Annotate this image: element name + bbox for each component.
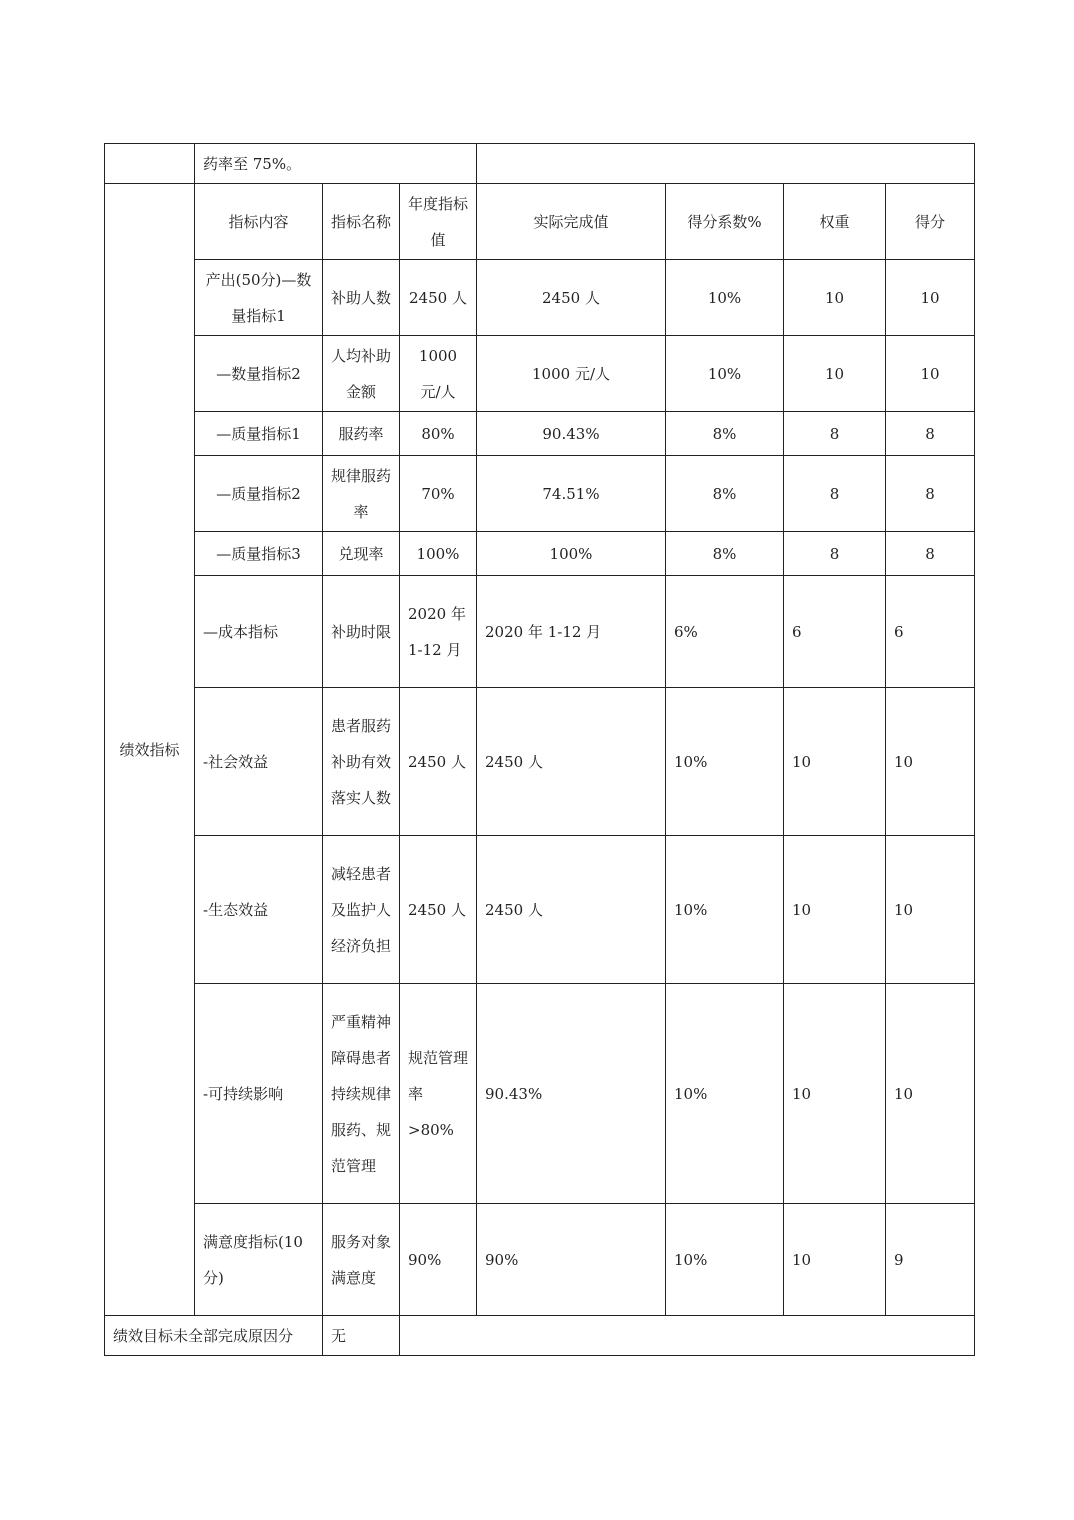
indicator-content: —数量指标2: [195, 336, 323, 412]
table-row: [105, 836, 975, 984]
table-row: [105, 688, 975, 836]
indicator-name: 减轻患者及监护人经济负担: [323, 836, 400, 984]
annual-target: 1000 元/人: [400, 336, 477, 412]
actual-value: 74.51%: [477, 456, 666, 532]
table-row: [105, 260, 975, 336]
annual-target: 2020 年 1-12 月: [400, 576, 477, 688]
table-row: [105, 576, 975, 688]
weight: 8: [784, 412, 886, 456]
indicator-name: 补助时限: [323, 576, 400, 688]
score-coefficient: 10%: [666, 688, 784, 836]
score-coefficient: 10%: [666, 336, 784, 412]
score: 10: [886, 836, 975, 984]
indicator-name: 补助人数: [323, 260, 400, 336]
indicator-name: 人均补助金额: [323, 336, 400, 412]
indicator-name: 患者服药补助有效落实人数: [323, 688, 400, 836]
score: 6: [886, 576, 975, 688]
table-row: [105, 336, 975, 412]
header-cell: 权重: [784, 184, 886, 260]
score-coefficient: 10%: [666, 984, 784, 1204]
table-row: [105, 412, 975, 456]
actual-value: 2450 人: [477, 836, 666, 984]
score-coefficient: 6%: [666, 576, 784, 688]
indicator-content: -社会效益: [195, 688, 323, 836]
weight: 10: [784, 1204, 886, 1316]
weight: 10: [784, 836, 886, 984]
score: 10: [886, 984, 975, 1204]
weight: 10: [784, 688, 886, 836]
table-row: [105, 984, 975, 1204]
actual-value: 1000 元/人: [477, 336, 666, 412]
empty-cell: [477, 144, 975, 184]
indicator-content: -生态效益: [195, 836, 323, 984]
empty-cell: [400, 1316, 975, 1356]
annual-target: 2450 人: [400, 836, 477, 984]
score-coefficient: 10%: [666, 1204, 784, 1316]
weight: 10: [784, 336, 886, 412]
indicator-content: 满意度指标(10分): [195, 1204, 323, 1316]
footer-label: 绩效目标未全部完成原因分: [105, 1316, 323, 1356]
actual-value: 100%: [477, 532, 666, 576]
indicator-name: 严重精神障碍患者持续规律服药、规范管理: [323, 984, 400, 1204]
footer-row: [105, 1316, 975, 1356]
indicator-content: —成本指标: [195, 576, 323, 688]
indicator-content: 产出(50分)—数量指标1: [195, 260, 323, 336]
indicator-content: —质量指标2: [195, 456, 323, 532]
score: 8: [886, 532, 975, 576]
actual-value: 2020 年 1-12 月: [477, 576, 666, 688]
score: 10: [886, 260, 975, 336]
table-row: [105, 144, 975, 184]
actual-value: 90.43%: [477, 412, 666, 456]
header-cell: 指标内容: [195, 184, 323, 260]
weight: 8: [784, 532, 886, 576]
indicator-name: 服药率: [323, 412, 400, 456]
annual-target: 90%: [400, 1204, 477, 1316]
header-cell: 实际完成值: [477, 184, 666, 260]
indicator-content: —质量指标1: [195, 412, 323, 456]
performance-table: [104, 143, 975, 1356]
actual-value: 2450 人: [477, 260, 666, 336]
section-label: 绩效指标: [105, 184, 195, 1316]
annual-target: 规范管理率>80%: [400, 984, 477, 1204]
header-cell: 年度指标值: [400, 184, 477, 260]
annual-target: 2450 人: [400, 260, 477, 336]
table-row: [105, 532, 975, 576]
actual-value: 2450 人: [477, 688, 666, 836]
weight: 6: [784, 576, 886, 688]
header-cell: 指标名称: [323, 184, 400, 260]
indicator-content: —质量指标3: [195, 532, 323, 576]
table-row: [105, 1204, 975, 1316]
header-row: [105, 184, 975, 260]
score: 9: [886, 1204, 975, 1316]
top-row-text: 药率至 75%。: [195, 144, 477, 184]
annual-target: 70%: [400, 456, 477, 532]
score: 10: [886, 336, 975, 412]
empty-cell: [105, 144, 195, 184]
table-row: [105, 456, 975, 532]
indicator-name: 兑现率: [323, 532, 400, 576]
score: 10: [886, 688, 975, 836]
weight: 10: [784, 984, 886, 1204]
annual-target: 2450 人: [400, 688, 477, 836]
score-coefficient: 10%: [666, 836, 784, 984]
indicator-name: 规律服药率: [323, 456, 400, 532]
indicator-name: 服务对象满意度: [323, 1204, 400, 1316]
header-cell: 得分: [886, 184, 975, 260]
indicator-content: -可持续影响: [195, 984, 323, 1204]
annual-target: 80%: [400, 412, 477, 456]
actual-value: 90.43%: [477, 984, 666, 1204]
actual-value: 90%: [477, 1204, 666, 1316]
score-coefficient: 8%: [666, 412, 784, 456]
score-coefficient: 8%: [666, 532, 784, 576]
weight: 10: [784, 260, 886, 336]
score: 8: [886, 412, 975, 456]
score: 8: [886, 456, 975, 532]
score-coefficient: 8%: [666, 456, 784, 532]
weight: 8: [784, 456, 886, 532]
footer-value: 无: [323, 1316, 400, 1356]
score-coefficient: 10%: [666, 260, 784, 336]
header-cell: 得分系数%: [666, 184, 784, 260]
annual-target: 100%: [400, 532, 477, 576]
